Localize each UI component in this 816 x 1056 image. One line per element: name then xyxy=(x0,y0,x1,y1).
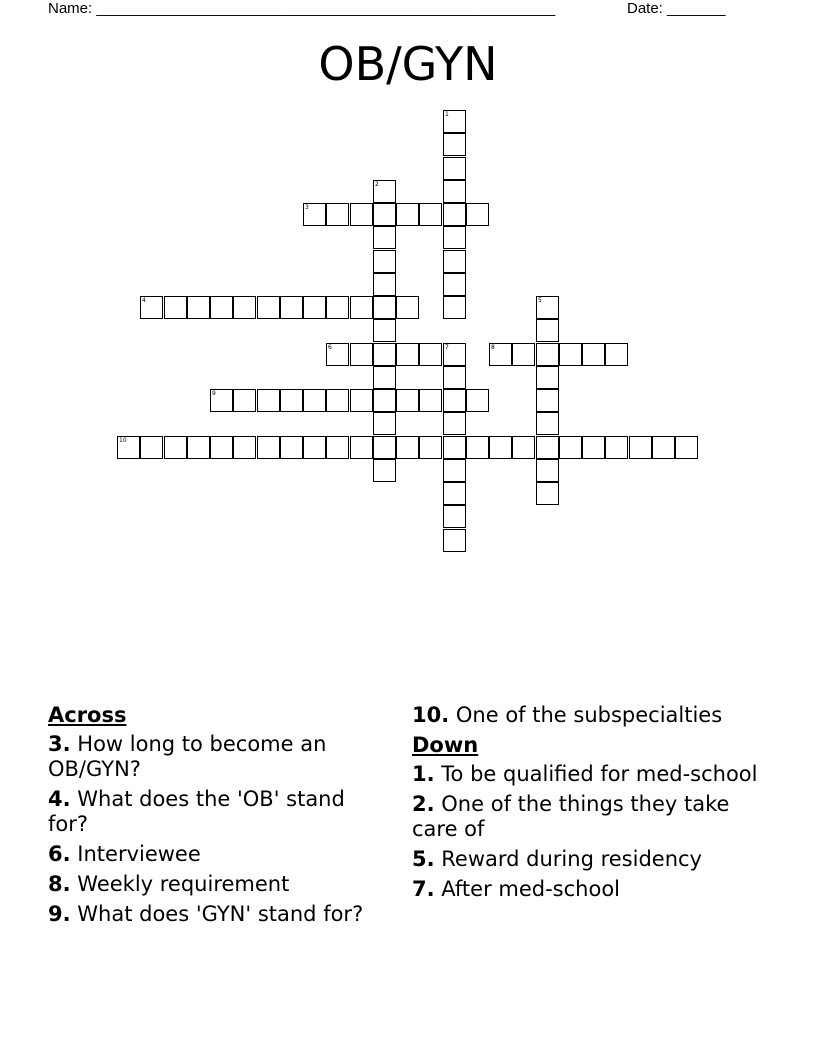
down-heading: Down xyxy=(412,733,479,757)
grid-cell[interactable] xyxy=(280,389,303,412)
grid-cell[interactable] xyxy=(443,436,466,459)
grid-cell[interactable] xyxy=(257,296,280,319)
grid-cell[interactable] xyxy=(117,436,140,459)
grid-cell[interactable] xyxy=(210,296,233,319)
clues-left-column xyxy=(48,703,378,932)
grid-cell[interactable] xyxy=(512,343,535,366)
grid-cell[interactable] xyxy=(605,343,628,366)
grid-cell[interactable] xyxy=(187,296,210,319)
grid-cell[interactable] xyxy=(350,203,373,226)
grid-cell[interactable] xyxy=(326,296,349,319)
grid-cell[interactable] xyxy=(280,436,303,459)
grid-cell[interactable] xyxy=(326,203,349,226)
grid-cell[interactable] xyxy=(350,343,373,366)
grid-cell[interactable] xyxy=(559,436,582,459)
grid-cell[interactable] xyxy=(257,436,280,459)
grid-cell[interactable] xyxy=(536,319,559,342)
grid-cell[interactable] xyxy=(373,226,396,249)
grid-cell[interactable] xyxy=(443,389,466,412)
grid-cell[interactable] xyxy=(373,389,396,412)
grid-cell[interactable] xyxy=(443,250,466,273)
grid-cell[interactable] xyxy=(443,157,466,180)
cell-number: 9 xyxy=(212,390,216,397)
grid-cell[interactable] xyxy=(605,436,628,459)
down-clue-5: 5. Reward during residency xyxy=(412,847,702,871)
grid-cell[interactable] xyxy=(326,343,349,366)
down-clue-1: 1. To be qualified for med-school xyxy=(412,762,758,786)
grid-cell[interactable] xyxy=(443,133,466,156)
grid-cell[interactable] xyxy=(466,203,489,226)
grid-cell[interactable] xyxy=(419,343,442,366)
grid-cell[interactable] xyxy=(396,389,419,412)
cell-number: 2 xyxy=(375,181,379,188)
grid-cell[interactable] xyxy=(443,529,466,552)
grid-cell[interactable] xyxy=(582,343,605,366)
cell-number: 4 xyxy=(142,297,146,304)
grid-cell[interactable] xyxy=(489,436,512,459)
across-clue-6: 6. Interviewee xyxy=(48,842,201,866)
grid-cell[interactable] xyxy=(303,296,326,319)
grid-cell[interactable] xyxy=(373,366,396,389)
grid-cell[interactable] xyxy=(140,296,163,319)
name-line: Name: _______________________________________________________ xyxy=(48,0,556,17)
grid-cell[interactable] xyxy=(303,389,326,412)
grid-cell[interactable] xyxy=(303,436,326,459)
grid-cell[interactable] xyxy=(443,180,466,203)
grid-cell[interactable] xyxy=(373,180,396,203)
grid-cell[interactable] xyxy=(280,296,303,319)
grid-cell[interactable] xyxy=(536,482,559,505)
grid-cell[interactable] xyxy=(466,389,489,412)
cell-number: 10 xyxy=(119,437,127,444)
grid-cell[interactable] xyxy=(373,203,396,226)
grid-cell[interactable] xyxy=(443,412,466,435)
grid-cell[interactable] xyxy=(210,389,233,412)
cell-number: 8 xyxy=(491,344,495,351)
grid-cell[interactable] xyxy=(373,343,396,366)
grid-cell[interactable] xyxy=(373,319,396,342)
grid-cell[interactable] xyxy=(140,436,163,459)
grid-cell[interactable] xyxy=(536,412,559,435)
cell-number: 6 xyxy=(328,344,332,351)
grid-cell[interactable] xyxy=(443,343,466,366)
date-line: Date: _______ xyxy=(627,0,726,17)
across-heading: Across xyxy=(48,703,127,727)
grid-cell[interactable] xyxy=(629,436,652,459)
grid-cell[interactable] xyxy=(443,110,466,133)
grid-cell[interactable] xyxy=(233,436,256,459)
grid-cell[interactable] xyxy=(233,389,256,412)
grid-cell[interactable] xyxy=(373,250,396,273)
cell-number: 3 xyxy=(305,204,309,211)
grid-cell[interactable] xyxy=(443,505,466,528)
grid-cell[interactable] xyxy=(210,436,233,459)
down-clue-2: 2. One of the things they take care of xyxy=(412,792,730,841)
grid-cell[interactable] xyxy=(536,436,559,459)
grid-cell[interactable] xyxy=(233,296,256,319)
grid-cell[interactable] xyxy=(512,436,535,459)
across-clue-8: 8. Weekly requirement xyxy=(48,872,290,896)
grid-cell[interactable] xyxy=(396,296,419,319)
grid-cell[interactable] xyxy=(443,366,466,389)
grid-cell[interactable] xyxy=(326,389,349,412)
grid-cell[interactable] xyxy=(257,389,280,412)
grid-cell[interactable] xyxy=(443,203,466,226)
grid-cell[interactable] xyxy=(326,436,349,459)
grid-cell[interactable] xyxy=(350,296,373,319)
cell-number: 1 xyxy=(445,111,449,118)
clues-right-column xyxy=(412,703,772,907)
grid-cell[interactable] xyxy=(419,203,442,226)
grid-cell[interactable] xyxy=(350,389,373,412)
grid-cell[interactable] xyxy=(536,459,559,482)
grid-cell[interactable] xyxy=(443,273,466,296)
grid-cell[interactable] xyxy=(536,366,559,389)
grid-cell[interactable] xyxy=(396,436,419,459)
grid-cell[interactable] xyxy=(396,343,419,366)
grid-cell[interactable] xyxy=(536,296,559,319)
puzzle-title: OB/GYN xyxy=(318,37,498,91)
grid-cell[interactable] xyxy=(373,296,396,319)
grid-cell[interactable] xyxy=(443,296,466,319)
grid-cell[interactable] xyxy=(652,436,675,459)
grid-cell[interactable] xyxy=(419,389,442,412)
cell-number: 7 xyxy=(445,344,449,351)
grid-cell[interactable] xyxy=(373,273,396,296)
grid-cell[interactable] xyxy=(675,436,698,459)
grid-cell[interactable] xyxy=(373,436,396,459)
grid-cell[interactable] xyxy=(164,296,187,319)
grid-cell[interactable] xyxy=(187,436,210,459)
grid-cell[interactable] xyxy=(559,343,582,366)
grid-cell[interactable] xyxy=(419,436,442,459)
across-clue-4: 4. What does the 'OB' stand for? xyxy=(48,787,345,836)
down-clue-7: 7. After med-school xyxy=(412,877,620,901)
grid-cell[interactable] xyxy=(466,436,489,459)
across-clue-3: 3. How long to become an OB/GYN? xyxy=(48,732,327,781)
cell-number: 5 xyxy=(538,297,542,304)
grid-cell[interactable] xyxy=(443,482,466,505)
grid-cell[interactable] xyxy=(536,389,559,412)
grid-cell[interactable] xyxy=(489,343,512,366)
grid-cell[interactable] xyxy=(536,343,559,366)
grid-cell[interactable] xyxy=(396,203,419,226)
grid-cell[interactable] xyxy=(582,436,605,459)
grid-cell[interactable] xyxy=(303,203,326,226)
grid-cell[interactable] xyxy=(350,436,373,459)
across-clue-10: 10. One of the subspecialties xyxy=(412,703,723,727)
grid-cell[interactable] xyxy=(373,412,396,435)
grid-cell[interactable] xyxy=(164,436,187,459)
grid-cell[interactable] xyxy=(443,459,466,482)
grid-cell[interactable] xyxy=(373,459,396,482)
grid-cell[interactable] xyxy=(443,226,466,249)
across-clue-9: 9. What does 'GYN' stand for? xyxy=(48,902,364,926)
